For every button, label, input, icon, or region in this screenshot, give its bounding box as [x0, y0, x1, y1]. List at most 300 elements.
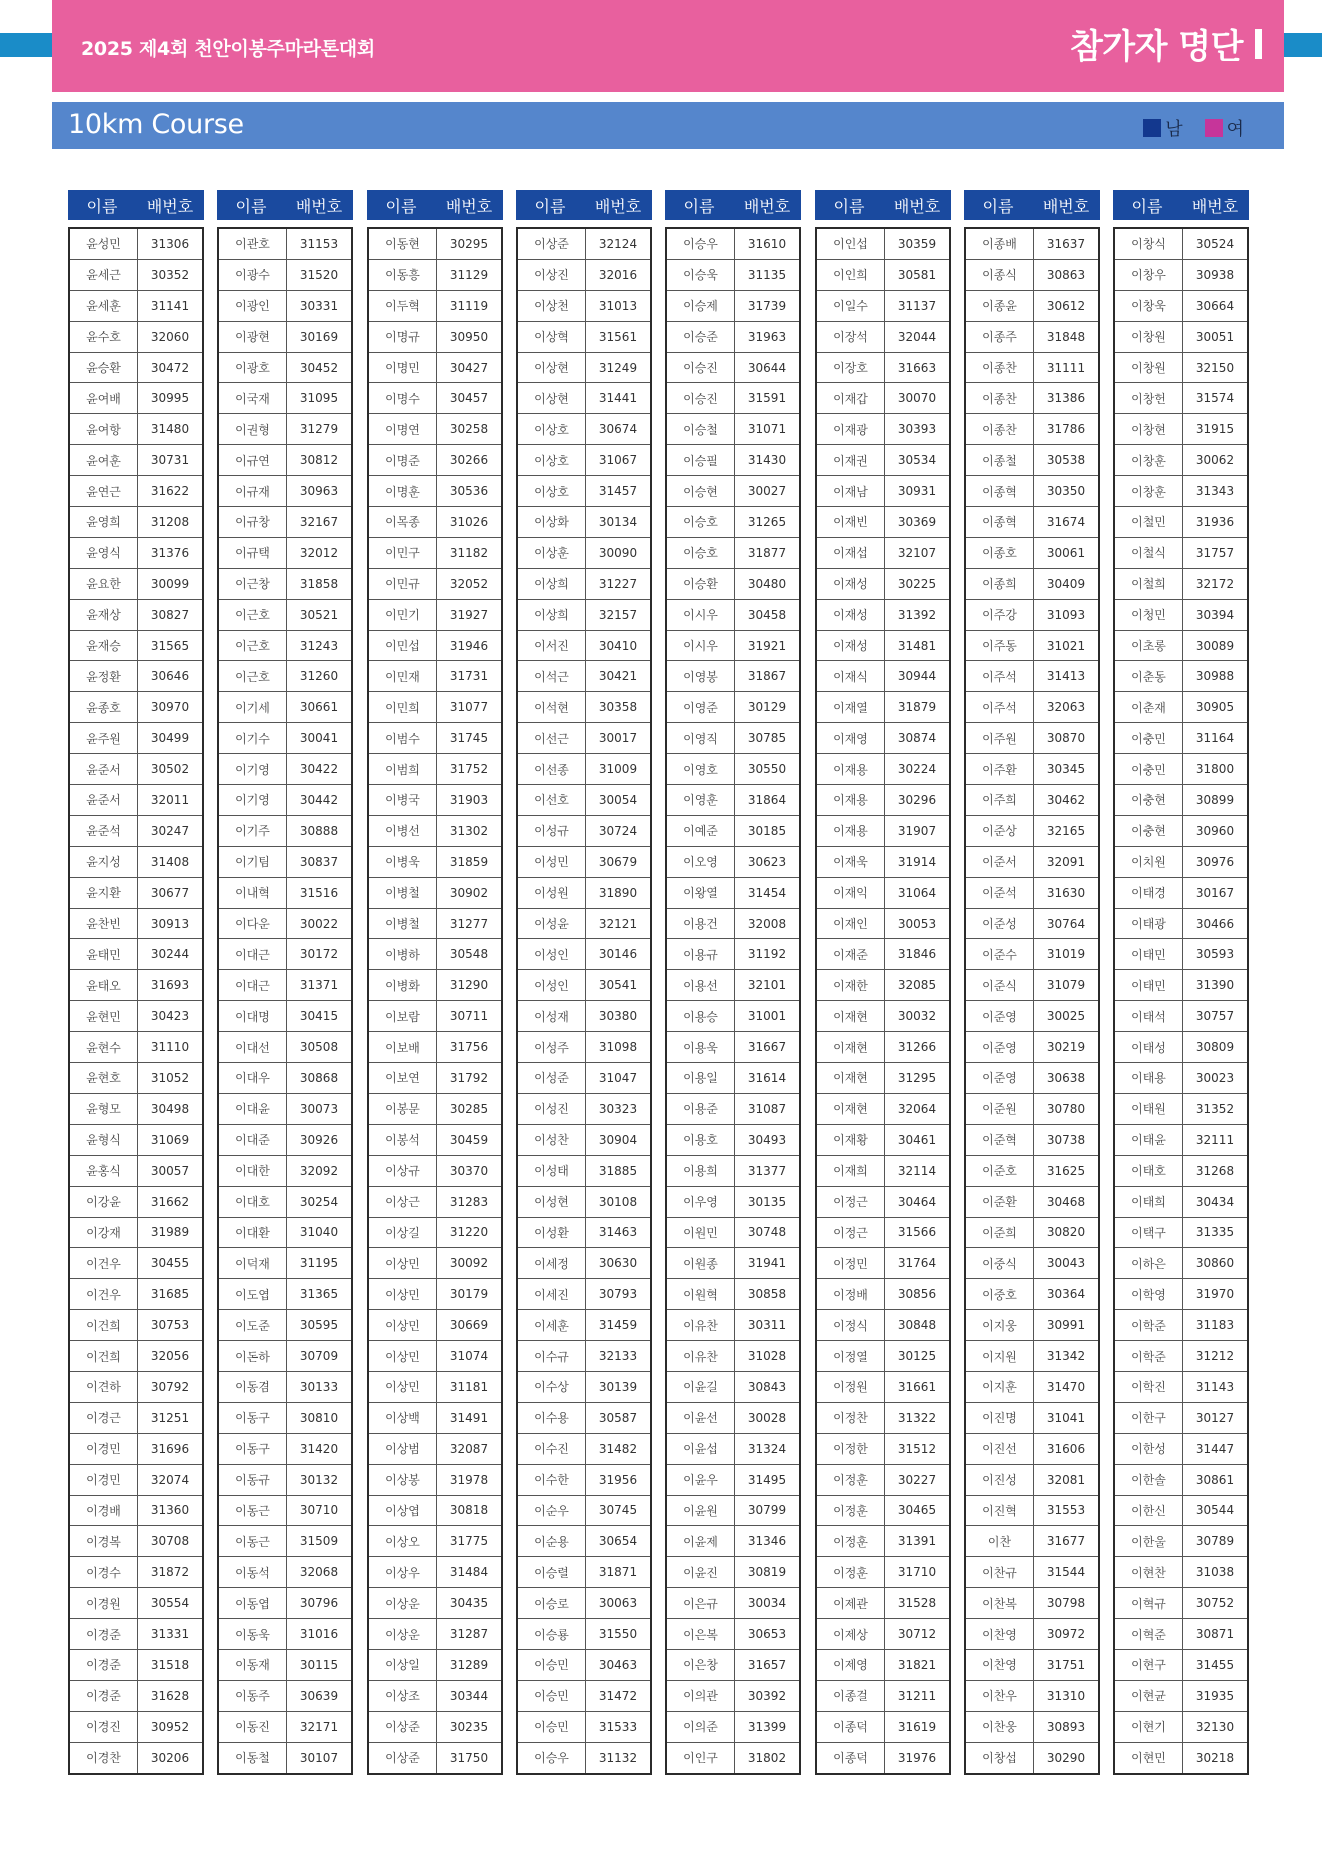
participant-bib: 31751	[1046, 1657, 1086, 1672]
participant-name: 이두혁	[369, 291, 437, 321]
participant-name: 이관호	[219, 229, 287, 259]
participant-bib: 31195	[299, 1256, 339, 1271]
participant-row	[817, 352, 949, 383]
participant-name: 이준희	[966, 1218, 1034, 1248]
participant-name: 이초롱	[1115, 631, 1183, 661]
participant-row	[518, 691, 650, 722]
participant-row	[966, 1124, 1098, 1155]
participant-bib: 30893	[1046, 1719, 1086, 1734]
participant-row	[667, 1402, 799, 1433]
participant-bib: 32114	[897, 1163, 937, 1178]
participant-bib: 31183	[1195, 1318, 1235, 1333]
participant-row	[667, 1649, 799, 1680]
participant-row	[1115, 1031, 1247, 1062]
participant-row	[70, 1680, 202, 1711]
participant-name: 이강윤	[70, 1187, 138, 1217]
participant-bib: 31662	[150, 1194, 190, 1209]
header-name: 이름	[982, 196, 1014, 216]
participant-name: 이용욱	[667, 1032, 735, 1062]
participant-name: 이승민	[518, 1681, 586, 1711]
participant-bib: 31346	[747, 1534, 787, 1549]
participant-bib: 31408	[150, 854, 190, 869]
participant-bib: 32056	[150, 1349, 190, 1363]
participant-row	[70, 969, 202, 1000]
participant-row	[1115, 1124, 1247, 1155]
participant-name: 이현찬	[1115, 1557, 1183, 1587]
participant-name: 이진혁	[966, 1496, 1034, 1526]
participant-row	[1115, 784, 1247, 815]
participant-name: 이선근	[518, 723, 586, 753]
participant-name: 이정훈	[817, 1557, 885, 1587]
participant-name: 이승로	[518, 1588, 586, 1618]
participant-bib: 30073	[299, 1101, 339, 1116]
participant-name: 이태광	[1115, 909, 1183, 939]
participant-row	[369, 691, 501, 722]
participant-name: 윤현수	[70, 1032, 138, 1062]
participant-bib: 30258	[449, 422, 489, 437]
participant-row	[369, 352, 501, 383]
participant-bib: 31016	[299, 1627, 339, 1642]
participant-row	[1115, 1680, 1247, 1711]
participant-bib: 30244	[150, 947, 190, 962]
participant-bib: 30023	[1195, 1070, 1235, 1085]
participant-bib: 30595	[299, 1318, 339, 1333]
participant-name: 이수용	[518, 1403, 586, 1433]
participant-name: 이태희	[1115, 1187, 1183, 1217]
participant-bib: 30708	[150, 1534, 190, 1549]
participant-row	[667, 537, 799, 568]
participant-bib: 32124	[598, 236, 638, 251]
participant-bib: 31907	[897, 823, 937, 838]
participant-row	[369, 1618, 501, 1649]
participant-bib: 30745	[598, 1503, 638, 1518]
participant-row	[667, 599, 799, 630]
participant-bib: 30350	[1046, 484, 1086, 499]
participant-row	[369, 1649, 501, 1680]
participant-bib: 32068	[299, 1565, 339, 1580]
participant-row	[219, 444, 351, 475]
participant-bib: 31846	[897, 947, 937, 962]
participant-row	[966, 1093, 1098, 1124]
participant-name: 이성규	[518, 816, 586, 846]
participant-row	[817, 1155, 949, 1186]
participant-name: 이서진	[518, 631, 586, 661]
participant-bib: 30812	[299, 453, 339, 468]
participant-bib: 30541	[598, 978, 638, 993]
participant-name: 이종윤	[966, 291, 1034, 321]
participant-bib: 30710	[299, 1503, 339, 1518]
participant-row	[369, 722, 501, 753]
participant-name: 이태호	[1115, 1156, 1183, 1186]
participant-name: 윤세훈	[70, 291, 138, 321]
participant-bib: 30179	[449, 1287, 489, 1302]
participant-bib: 30452	[299, 360, 339, 375]
participant-name: 이창훈	[1115, 445, 1183, 475]
participant-row	[70, 1711, 202, 1742]
participant-bib: 30462	[1046, 792, 1086, 807]
participant-row	[70, 352, 202, 383]
participant-row	[219, 506, 351, 537]
participant-name: 이근호	[219, 600, 287, 630]
participant-name: 이성재	[518, 1001, 586, 1031]
participant-bib: 32133	[598, 1349, 638, 1363]
participant-name: 이수진	[518, 1434, 586, 1464]
participant-bib: 31371	[299, 978, 339, 993]
participant-bib: 31757	[1195, 545, 1235, 560]
participant-name: 이지원	[966, 1341, 1034, 1371]
participant-bib: 31295	[897, 1070, 937, 1085]
participant-name: 이수한	[518, 1465, 586, 1495]
participant-name: 이상민	[369, 1279, 437, 1309]
participant-name: 이동철	[219, 1743, 287, 1773]
participant-bib: 30493	[747, 1132, 787, 1147]
participant-bib: 32085	[897, 978, 937, 993]
participant-bib: 31663	[897, 360, 937, 375]
participant-row	[667, 1525, 799, 1556]
column-header	[665, 190, 801, 220]
participant-row	[966, 1062, 1098, 1093]
participant-bib: 31956	[598, 1472, 638, 1487]
participant-bib: 31392	[897, 607, 937, 622]
participant-bib: 31135	[747, 267, 787, 282]
participant-bib: 30498	[150, 1101, 190, 1116]
participant-bib: 31696	[150, 1441, 190, 1456]
participant-name: 이지훈	[966, 1372, 1034, 1402]
participant-bib: 30480	[747, 576, 787, 591]
participant-bib: 30132	[299, 1472, 339, 1487]
header-bib: 배번호	[295, 196, 343, 216]
participant-name: 이진명	[966, 1403, 1034, 1433]
column-header	[964, 190, 1100, 220]
participant-bib: 31047	[598, 1070, 638, 1085]
participant-bib: 30796	[299, 1596, 339, 1611]
participant-name: 이기주	[219, 816, 287, 846]
participant-row	[1115, 1525, 1247, 1556]
participant-bib: 31376	[150, 545, 190, 560]
participant-bib: 30538	[1046, 453, 1086, 468]
participant-name: 이태성	[1115, 1032, 1183, 1062]
participant-name: 이상오	[369, 1526, 437, 1556]
participant-name: 이병선	[369, 816, 437, 846]
participant-row	[70, 1371, 202, 1402]
participant-row	[1115, 1618, 1247, 1649]
participant-bib: 31390	[1195, 978, 1235, 993]
participant-name: 이재황	[817, 1125, 885, 1155]
participant-bib: 31750	[449, 1750, 489, 1765]
participant-bib: 31710	[897, 1565, 937, 1580]
participant-row	[966, 660, 1098, 691]
participant-name: 이종호	[966, 538, 1034, 568]
participant-bib: 31685	[150, 1287, 190, 1302]
participant-name: 이종걸	[817, 1681, 885, 1711]
participant-bib: 31343	[1195, 484, 1235, 499]
participant-bib: 31745	[449, 731, 489, 746]
participant-row	[70, 382, 202, 413]
participant-bib: 30669	[449, 1318, 489, 1333]
participant-name: 이석현	[518, 692, 586, 722]
gender-legend	[1121, 115, 1244, 141]
participant-name: 이경복	[70, 1526, 138, 1556]
participant-bib: 30227	[897, 1472, 937, 1487]
participant-row	[70, 1155, 202, 1186]
participant-row	[1115, 877, 1247, 908]
participant-bib: 32060	[150, 329, 190, 344]
participant-bib: 30370	[449, 1163, 489, 1178]
participant-bib: 31220	[449, 1225, 489, 1240]
header-name: 이름	[385, 196, 417, 216]
participant-bib: 31879	[897, 700, 937, 715]
participant-name: 이재한	[817, 970, 885, 1000]
participant-name: 이재성	[817, 569, 885, 599]
participant-row	[518, 259, 650, 290]
participant-bib: 30827	[150, 607, 190, 622]
participant-name: 이규택	[219, 538, 287, 568]
participant-name: 이찬규	[966, 1557, 1034, 1587]
column-header	[516, 190, 652, 220]
participant-row	[1115, 908, 1247, 939]
participant-row	[369, 1000, 501, 1031]
header-bib: 배번호	[1042, 196, 1090, 216]
participant-row	[70, 506, 202, 537]
participant-bib: 32172	[1195, 576, 1235, 591]
participant-row	[369, 1309, 501, 1340]
participant-name: 윤요한	[70, 569, 138, 599]
participant-bib: 31941	[747, 1256, 787, 1271]
participant-row	[667, 969, 799, 1000]
participant-bib: 30899	[1195, 792, 1235, 807]
participant-name: 이동현	[369, 229, 437, 259]
participant-row	[369, 969, 501, 1000]
participant-row	[70, 691, 202, 722]
participant-name: 이건희	[70, 1310, 138, 1340]
participant-name: 이승욱	[667, 260, 735, 290]
participant-bib: 31279	[299, 422, 339, 437]
participant-name: 이춘재	[1115, 692, 1183, 722]
participant-name: 이대준	[219, 1125, 287, 1155]
participant-name: 이승우	[518, 1743, 586, 1773]
participant-name: 이상진	[518, 260, 586, 290]
participant-row	[369, 1495, 501, 1526]
participant-bib: 30799	[747, 1503, 787, 1518]
participant-bib: 31026	[449, 514, 489, 529]
participant-name: 이명준	[369, 445, 437, 475]
participant-name: 이용희	[667, 1156, 735, 1186]
participant-row	[70, 1186, 202, 1217]
participant-row	[966, 259, 1098, 290]
participant-bib: 30952	[150, 1719, 190, 1734]
participant-bib: 31935	[1195, 1688, 1235, 1703]
participant-bib: 31574	[1195, 391, 1235, 406]
participant-row	[966, 1155, 1098, 1186]
participant-name: 이정근	[817, 1218, 885, 1248]
participant-row	[219, 290, 351, 321]
participant-bib: 30107	[299, 1750, 339, 1765]
participant-name: 윤주원	[70, 723, 138, 753]
participant-bib: 30764	[1046, 916, 1086, 931]
participant-name: 이준원	[966, 1094, 1034, 1124]
participant-name: 이윤원	[667, 1496, 735, 1526]
participant-bib: 31249	[598, 360, 638, 375]
participant-bib: 30053	[897, 916, 937, 931]
participant-name: 이봉석	[369, 1125, 437, 1155]
participant-bib: 31915	[1195, 422, 1235, 437]
participant-bib: 30623	[747, 854, 787, 869]
participant-row	[817, 846, 949, 877]
participant-name: 이수규	[518, 1341, 586, 1371]
participant-bib: 30789	[1195, 1534, 1235, 1549]
participant-bib: 31800	[1195, 762, 1235, 777]
participant-row	[966, 290, 1098, 321]
participant-name: 이민규	[369, 569, 437, 599]
participant-row	[219, 938, 351, 969]
participant-bib: 32074	[150, 1472, 190, 1487]
participant-bib: 32008	[747, 916, 787, 931]
participant-bib: 32011	[150, 792, 190, 807]
participant-bib: 31481	[897, 638, 937, 653]
participant-name: 이선종	[518, 754, 586, 784]
participant-row	[667, 1464, 799, 1495]
participant-bib: 31528	[897, 1596, 937, 1611]
participant-name: 이상민	[369, 1341, 437, 1371]
participant-bib: 31153	[299, 236, 339, 251]
participant-bib: 31377	[747, 1163, 787, 1178]
participant-name: 이보배	[369, 1032, 437, 1062]
participant-bib: 31040	[299, 1225, 339, 1240]
participant-name: 이상민	[369, 1248, 437, 1278]
participant-row	[667, 568, 799, 599]
participant-row	[219, 1525, 351, 1556]
participant-row	[667, 1309, 799, 1340]
participant-name: 이준호	[966, 1156, 1034, 1186]
participant-name: 이성찬	[518, 1125, 586, 1155]
participant-row	[966, 877, 1098, 908]
participant-bib: 31074	[449, 1349, 489, 1363]
participant-name: 이원혁	[667, 1279, 735, 1309]
participant-bib: 32107	[897, 545, 937, 560]
participant-name: 이중식	[966, 1248, 1034, 1278]
participant-row	[518, 938, 650, 969]
participant-name: 이경진	[70, 1712, 138, 1742]
participant-bib: 30785	[747, 731, 787, 746]
participant-bib: 32157	[598, 607, 638, 622]
participant-row	[518, 908, 650, 939]
participant-name: 이대근	[219, 939, 287, 969]
participant-bib: 30027	[747, 484, 787, 499]
participant-bib: 30108	[598, 1194, 638, 1209]
participant-bib: 31227	[598, 576, 638, 591]
participant-row	[667, 1742, 799, 1773]
participant-row	[219, 1556, 351, 1587]
participant-row	[219, 784, 351, 815]
participant-row	[219, 753, 351, 784]
participant-row	[518, 1433, 650, 1464]
participant-bib: 31324	[747, 1441, 787, 1456]
participant-bib: 31129	[449, 267, 489, 282]
column-header	[68, 190, 204, 220]
participant-row	[817, 1340, 949, 1371]
participant-bib: 31739	[747, 298, 787, 313]
participant-bib: 31079	[1046, 978, 1086, 993]
participant-name: 이승민	[518, 1712, 586, 1742]
participant-name: 이병국	[369, 785, 437, 815]
participant-row	[1115, 1464, 1247, 1495]
participant-row	[369, 1155, 501, 1186]
participant-row	[817, 227, 949, 259]
participant-bib: 30254	[299, 1194, 339, 1209]
participant-row	[219, 1371, 351, 1402]
participant-name: 이건우	[70, 1248, 138, 1278]
roster-column	[665, 190, 801, 1775]
participant-row	[369, 1186, 501, 1217]
participant-row	[518, 227, 650, 259]
participant-row	[817, 1587, 949, 1618]
participant-name: 이상화	[518, 507, 586, 537]
participant-bib: 30976	[1195, 854, 1235, 869]
participant-name: 이주동	[966, 631, 1034, 661]
participant-bib: 32016	[598, 267, 638, 282]
participant-row	[70, 815, 202, 846]
participant-bib: 30870	[1046, 731, 1086, 746]
participant-name: 이상희	[518, 600, 586, 630]
participant-name: 이찬복	[966, 1588, 1034, 1618]
participant-name: 윤수호	[70, 322, 138, 352]
participant-bib: 31970	[1195, 1287, 1235, 1302]
participant-bib: 31352	[1195, 1101, 1235, 1116]
participant-name: 이영준	[667, 692, 735, 722]
participant-bib: 31802	[747, 1750, 787, 1765]
participant-row	[817, 1402, 949, 1433]
roster-column	[815, 190, 951, 1775]
participant-bib: 31021	[1046, 638, 1086, 653]
participant-row	[70, 1062, 202, 1093]
participant-row	[369, 753, 501, 784]
participant-row	[219, 352, 351, 383]
participant-name: 이인구	[667, 1743, 735, 1773]
participant-name: 이동근	[219, 1496, 287, 1526]
participant-name: 이상우	[369, 1557, 437, 1587]
participant-name: 이정한	[817, 1434, 885, 1464]
participant-name: 이종혁	[966, 476, 1034, 506]
participant-name: 윤지성	[70, 847, 138, 877]
participant-name: 이대우	[219, 1063, 287, 1093]
participant-name: 이시우	[667, 600, 735, 630]
participant-bib: 30457	[449, 391, 489, 406]
participant-row	[369, 1587, 501, 1618]
participant-name: 이상근	[369, 1187, 437, 1217]
participant-name: 이인희	[817, 260, 885, 290]
participant-row	[518, 1093, 650, 1124]
participant-bib: 31331	[150, 1627, 190, 1642]
participant-row	[219, 846, 351, 877]
participant-bib: 32092	[299, 1163, 339, 1178]
participant-bib: 31872	[150, 1565, 190, 1580]
participant-row	[70, 475, 202, 506]
participant-bib: 30679	[598, 854, 638, 869]
participant-bib: 31052	[150, 1070, 190, 1085]
header-banner	[52, 0, 1284, 92]
participant-name: 이용승	[667, 1001, 735, 1031]
participant-bib: 30874	[897, 731, 937, 746]
participant-bib: 30674	[598, 422, 638, 437]
participant-bib: 31038	[1195, 1565, 1235, 1580]
participant-row	[219, 1742, 351, 1773]
participant-bib: 30434	[1195, 1194, 1235, 1209]
participant-bib: 30380	[598, 1009, 638, 1024]
participant-row	[667, 1217, 799, 1248]
participant-bib: 31192	[747, 947, 787, 962]
participant-bib: 30458	[747, 607, 787, 622]
participant-bib: 31622	[150, 484, 190, 499]
